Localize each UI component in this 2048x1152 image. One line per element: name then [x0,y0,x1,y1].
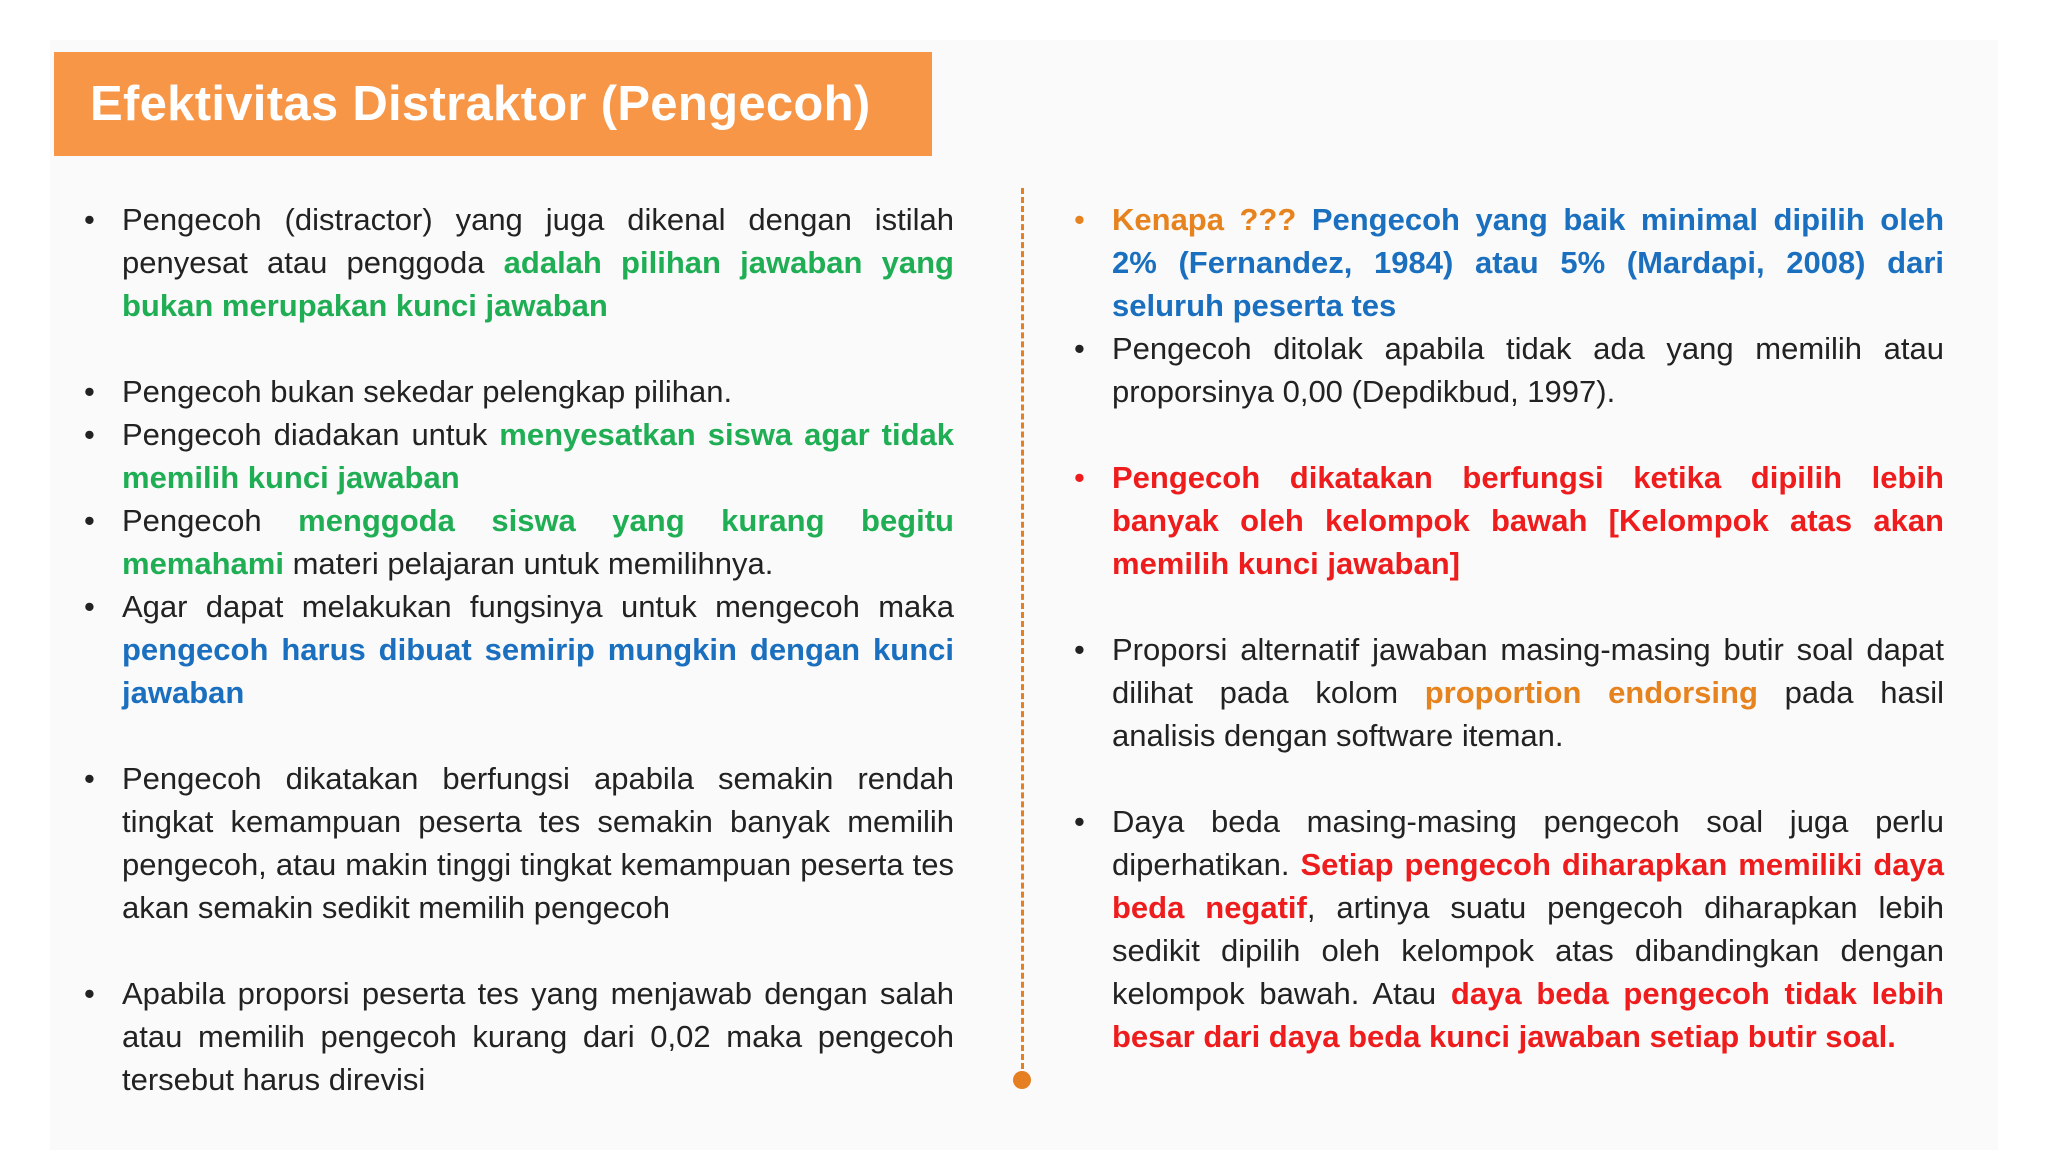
highlight-run: Setiap pengecoh diharapkan memiliki daya beda negatif [1112,847,1944,925]
left-bullet-7 [84,972,954,1101]
left-bullet-1 [84,198,954,327]
text-run: , artinya suatu pengecoh diharapkan lebih sedikit dipilih oleh kelompok atas dibandingkan dengan kelompok bawah. Atau [1112,890,1944,1011]
text-run: materi pelajaran untuk memilihnya. [283,546,774,581]
right-bullet-2 [1074,327,1944,413]
highlight-run: adalah pilihan jawaban yang bukan merupakan kunci jawaban [122,245,954,323]
bullet-dot-icon: • [84,503,95,538]
bullet-dot-icon: • [1074,804,1085,839]
highlight-run: menggoda siswa yang kurang begitu memahami [122,503,954,581]
column-divider [1021,188,1024,1078]
right-bullet-5 [1074,800,1944,1058]
bullet-dot-icon: • [1074,460,1085,495]
text-run: Pengecoh dikatakan berfungsi apabila semakin rendah tingkat kemampuan peserta tes semakin banyak memilih pengecoh, atau makin tinggi tingkat kemampuan peserta tes akan semakin sedikit memilih pengecoh [122,761,954,925]
highlight-run: daya beda pengecoh tidak lebih besar dari daya beda kunci jawaban setiap butir soal. [1112,976,1944,1054]
highlight-run: Pengecoh dikatakan berfungsi ketika dipilih lebih banyak oleh kelompok bawah [Kelompok atas akan memilih kunci jawaban] [1112,460,1944,581]
bullet-dot-icon: • [84,976,95,1011]
left-bullet-5 [84,585,954,714]
right-bullet-3 [1074,456,1944,585]
title-banner [54,52,932,156]
bullet-dot-icon: • [1074,202,1085,237]
text-run: Proporsi alternatif jawaban masing-masing butir soal dapat dilihat pada kolom [1112,632,1944,710]
highlight-run: pengecoh harus dibuat semirip mungkin dengan kunci jawaban [122,632,954,710]
left-bullet-6 [84,757,954,929]
text-run: pada hasil analisis dengan software iteman. [1112,675,1944,753]
right-bullet-1 [1074,198,1944,327]
slide-title: Efektivitas Distraktor (Pengecoh) [90,77,871,131]
left-bullet-3 [84,413,954,499]
bullet-dot-icon: • [84,374,95,409]
highlight-run: Kenapa ??? [1112,202,1312,237]
left-column [84,198,954,1101]
text-run: Apabila proporsi peserta tes yang menjawab dengan salah atau memilih pengecoh kurang dari 0,02 maka pengecoh tersebut harus direvisi [122,976,954,1097]
divider-end-dot-icon [1013,1071,1031,1089]
left-bullet-4 [84,499,954,585]
highlight-run: proportion endorsing [1424,675,1758,710]
bullet-dot-icon: • [84,417,95,452]
bullet-dot-icon: • [84,202,95,237]
left-bullet-2 [84,370,954,413]
bullet-dot-icon: • [1074,331,1085,366]
text-run: Pengecoh bukan sekedar pelengkap pilihan. [122,374,733,409]
highlight-run: Pengecoh yang baik minimal dipilih oleh 2% (Fernandez, 1984) atau 5% (Mardapi, 2008) dari seluruh peserta tes [1112,202,1945,323]
text-run: Agar dapat melakukan fungsinya untuk mengecoh maka [122,589,954,624]
text-run: Pengecoh diadakan untuk [122,417,500,452]
bullet-dot-icon: • [1074,632,1085,667]
text-run: Daya beda masing-masing pengecoh soal juga perlu diperhatikan. [1112,804,1944,882]
bullet-dot-icon: • [84,589,95,624]
text-run: Pengecoh (distractor) yang juga dikenal dengan istilah penyesat atau penggoda [122,202,954,280]
text-run: Pengecoh [122,503,299,538]
bullet-dot-icon: • [84,761,95,796]
text-run: Pengecoh ditolak apabila tidak ada yang memilih atau proporsinya 0,00 (Depdikbud, 1997). [1112,331,1944,409]
highlight-run: menyesatkan siswa agar tidak memilih kunci jawaban [122,417,954,495]
right-column [1074,198,1944,1058]
right-bullet-4 [1074,628,1944,757]
